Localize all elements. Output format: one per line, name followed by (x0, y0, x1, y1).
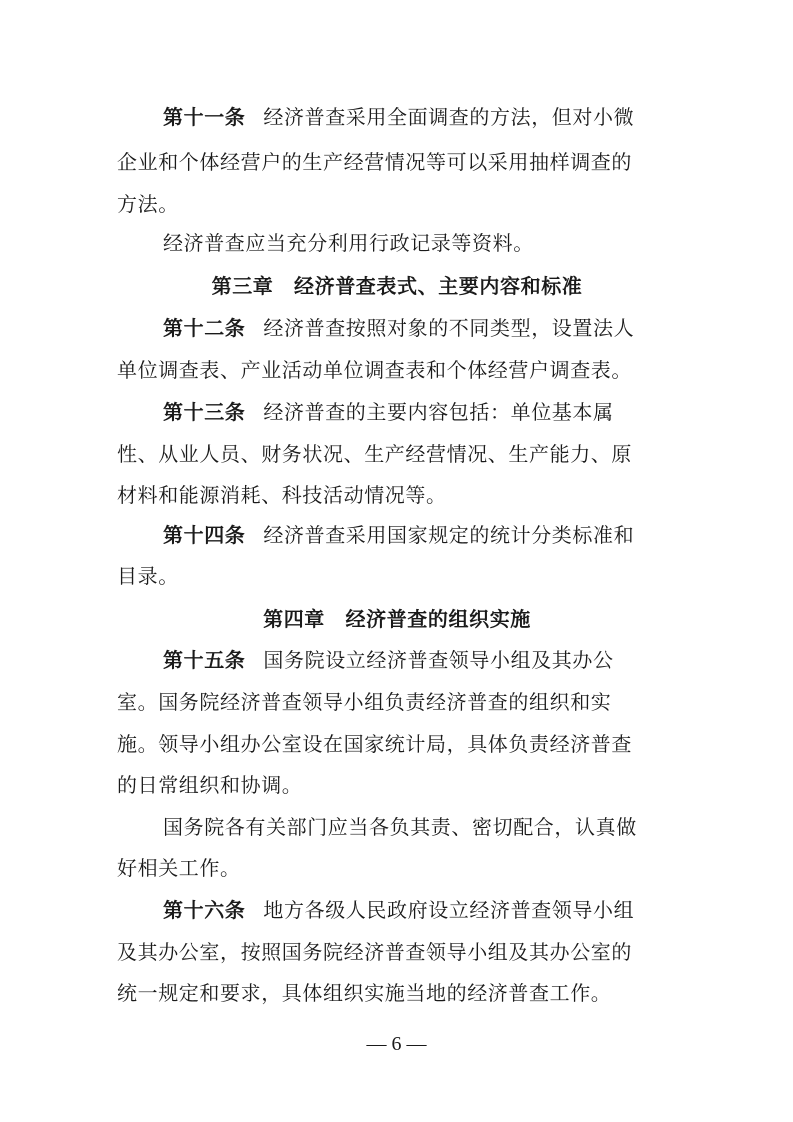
article-16-label: 第十六条 (163, 898, 246, 922)
article-16-text-1: 地方各级人民政府设立经济普查领导小组 (263, 898, 635, 922)
article-13-text-1: 经济普查的主要内容包括：单位基本属 (263, 400, 614, 424)
article-15-line-3: 施。领导小组办公室设在国家统计局，具体负责经济普查 (117, 732, 632, 756)
article-11-paragraph-2: 经济普查应当充分利用行政记录等资料。 (163, 231, 534, 255)
article-15-text-1: 国务院设立经济普查领导小组及其办公 (263, 648, 614, 672)
article-15-label: 第十五条 (163, 648, 246, 672)
article-11-line-1 (163, 103, 677, 131)
article-12-line-1 (163, 314, 677, 342)
article-16-line-2: 及其办公室，按照国务院经济普查领导小组及其办公室的 (117, 940, 632, 964)
article-15-paragraph-2-line-1: 国务院各有关部门应当各负其责、密切配合，认真做 (163, 815, 637, 839)
article-11-line-2: 企业和个体经营户的生产经营情况等可以采用抽样调查的 (117, 150, 632, 174)
article-11-label: 第十一条 (163, 105, 246, 129)
article-13-line-1 (163, 398, 677, 426)
article-15-line-1 (163, 646, 677, 674)
chapter-4-heading: 第四章 经济普查的组织实施 (263, 607, 531, 631)
article-12-label: 第十二条 (163, 316, 246, 340)
chapter-3-heading: 第三章 经济普查表式、主要内容和标准 (211, 274, 583, 298)
article-16-line-3: 统一规定和要求，具体组织实施当地的经济普查工作。 (117, 981, 612, 1005)
article-13-line-2: 性、从业人员、财务状况、生产经营情况、生产能力、原 (117, 442, 632, 466)
article-15-line-2: 室。国务院经济普查领导小组负责经济普查的组织和实 (117, 690, 612, 714)
page-number: — 6 — (366, 1033, 427, 1055)
article-15-paragraph-2-line-2: 好相关工作。 (117, 856, 241, 880)
article-14-line-1 (163, 521, 677, 549)
article-11-text-1: 经济普查采用全面调查的方法，但对小微 (263, 105, 635, 129)
article-11-line-3: 方法。 (117, 192, 179, 216)
article-16-line-1 (163, 896, 677, 924)
article-12-line-2: 单位调查表、产业活动单位调查表和个体经营户调查表。 (117, 358, 632, 382)
article-14-label: 第十四条 (163, 523, 246, 547)
article-14-text-1: 经济普查采用国家规定的统计分类标准和 (263, 523, 635, 547)
article-14-line-2: 目录。 (117, 564, 179, 588)
article-12-text-1: 经济普查按照对象的不同类型，设置法人 (263, 316, 635, 340)
article-13-line-3: 材料和能源消耗、科技活动情况等。 (117, 483, 447, 507)
article-15-line-4: 的日常组织和协调。 (117, 773, 303, 797)
article-13-label: 第十三条 (163, 400, 246, 424)
